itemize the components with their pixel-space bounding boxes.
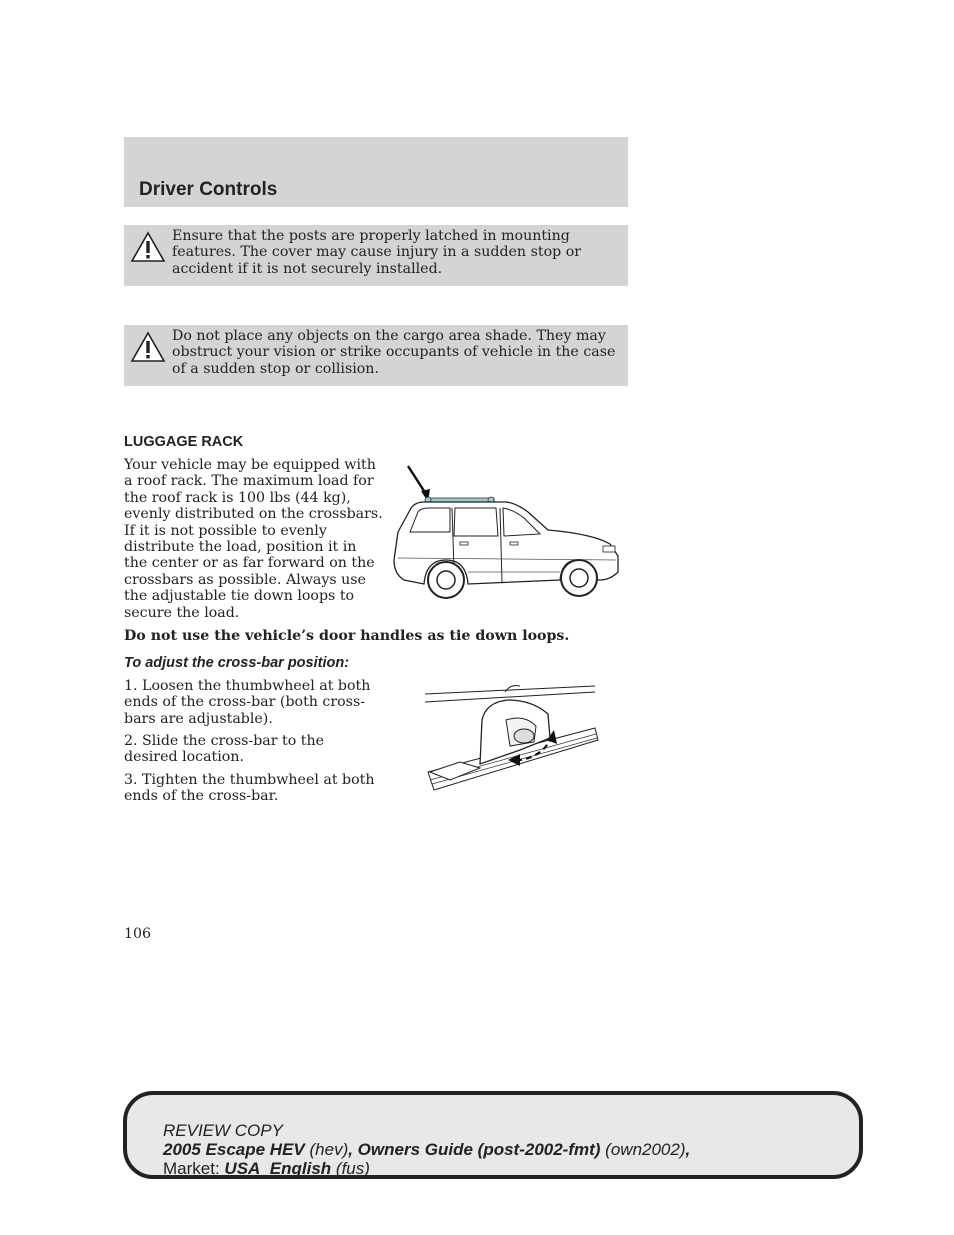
step-item: 3. Tighten the thumbwheel at both ends of the cross-bar. <box>124 772 375 805</box>
footer-line-3 <box>163 1159 859 1178</box>
suv-roof-rack-illustration <box>388 460 624 605</box>
footer-guide: , Owners Guide (post-2002-fmt) <box>348 1140 601 1159</box>
footer-model: 2005 Escape HEV <box>163 1140 305 1159</box>
warning-icon <box>130 331 166 363</box>
footer-market-label: Market: <box>163 1159 220 1178</box>
section-heading: LUGGAGE RACK <box>124 434 244 450</box>
footer-market: USA_English <box>224 1159 332 1178</box>
footer-model-code: (hev) <box>309 1140 349 1159</box>
luggage-rack-paragraph: Your vehicle may be equipped with a roof rack. The maximum load for the roof rack is 100 lbs (44 kg), evenly distributed on the crossbars. If it is not possible to evenly distribute the load, position it in the center or as far forward on the crossbars as possible. Always use the adjustable tie down loops to secure the load. <box>124 457 383 621</box>
footer-line-1: REVIEW COPY <box>163 1121 283 1140</box>
warning-icon <box>130 231 166 263</box>
step-item: 2. Slide the cross-bar to the desired location. <box>124 733 325 766</box>
warning-box-2 <box>124 325 628 386</box>
tie-down-warning: Do not use the vehicle’s door handles as tie down loops. <box>124 628 570 644</box>
review-copy-footer <box>123 1091 863 1179</box>
footer-line-2 <box>163 1140 859 1159</box>
footer-market-code: (fus) <box>335 1159 370 1178</box>
footer-comma: , <box>685 1140 691 1159</box>
page-number: 106 <box>124 926 152 942</box>
subheading: To adjust the cross-bar position: <box>124 655 350 671</box>
warning-box-1 <box>124 225 628 286</box>
warning-text: Do not place any objects on the cargo area shade. They may obstruct your vision or strike occupants of vehicle in the case of a sudden stop or collision. <box>172 328 616 377</box>
cross-bar-thumbwheel-illustration <box>420 680 602 798</box>
footer-guide-code: (own2002) <box>605 1140 686 1159</box>
page-title: Driver Controls <box>139 179 278 200</box>
section-header <box>124 137 628 207</box>
step-item: 1. Loosen the thumbwheel at both ends of the cross-bar (both cross-bars are adjustable). <box>124 678 371 727</box>
warning-text: Ensure that the posts are properly latched in mounting features. The cover may cause injury in a sudden stop or accident if it is not securely installed. <box>172 228 582 277</box>
